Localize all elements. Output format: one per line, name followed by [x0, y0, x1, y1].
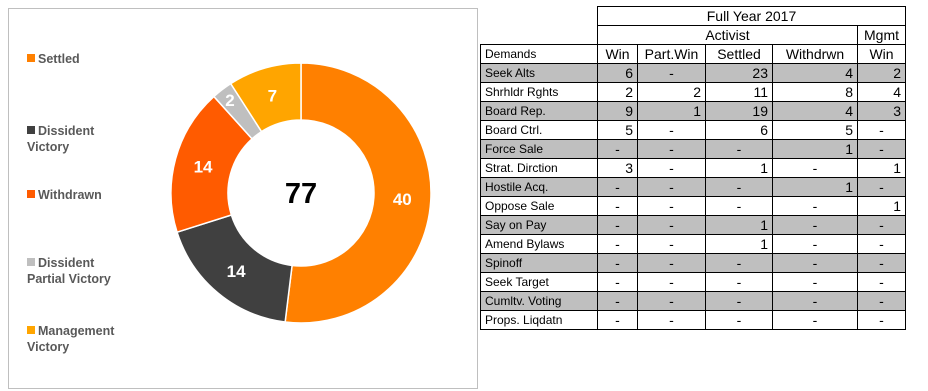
table-cell: -	[638, 292, 706, 311]
table-row	[481, 197, 906, 216]
table-cell: -	[706, 292, 773, 311]
table-cell: -	[706, 197, 773, 216]
row-label: Board Rep.	[481, 102, 598, 121]
table-cell: 1	[706, 216, 773, 235]
table-cell: -	[706, 254, 773, 273]
legend-label: Management	[38, 324, 115, 338]
table-cell: 3	[598, 159, 638, 178]
row-label: Hostile Acq.	[481, 178, 598, 197]
legend-label: Victory	[27, 140, 70, 154]
header-row-period	[481, 7, 906, 26]
table-row	[481, 178, 906, 197]
table-cell: -	[598, 216, 638, 235]
row-label: Seek Alts	[481, 64, 598, 83]
table-cell: 3	[858, 102, 906, 121]
row-label: Seek Target	[481, 273, 598, 292]
table-cell: -	[773, 159, 858, 178]
table-cell: -	[706, 140, 773, 159]
table-cell: -	[598, 235, 638, 254]
table-cell: -	[858, 121, 906, 140]
legend-item	[27, 187, 102, 203]
table-cell: 6	[706, 121, 773, 140]
row-label: Spinoff	[481, 254, 598, 273]
column-header: Settled	[706, 45, 773, 64]
table-cell: -	[858, 235, 906, 254]
table-cell: 1	[773, 178, 858, 197]
table-cell: -	[598, 292, 638, 311]
legend-swatch	[27, 54, 35, 62]
row-label: Strat. Dirction	[481, 159, 598, 178]
table-row	[481, 216, 906, 235]
table-cell: 23	[706, 64, 773, 83]
demands-table	[480, 6, 906, 330]
data-label: 14	[226, 262, 246, 282]
table-row	[481, 159, 906, 178]
column-header: Part.Win	[638, 45, 706, 64]
table-cell: -	[638, 273, 706, 292]
legend-swatch	[27, 326, 35, 334]
table-cell: -	[638, 121, 706, 140]
data-label: 7	[267, 86, 278, 106]
table-row	[481, 83, 906, 102]
table-cell: -	[706, 273, 773, 292]
table-cell: 8	[773, 83, 858, 102]
legend-label: Dissident	[38, 124, 95, 138]
row-label: Shrhldr Rghts	[481, 83, 598, 102]
table-cell: -	[638, 178, 706, 197]
donut-total-label: 77	[284, 178, 318, 210]
table-row	[481, 254, 906, 273]
legend-item	[27, 255, 111, 287]
table-cell: -	[598, 178, 638, 197]
table-row	[481, 140, 906, 159]
column-header: Win	[858, 45, 906, 64]
table-cell: -	[598, 254, 638, 273]
table-cell: -	[638, 140, 706, 159]
header-demands: Demands	[481, 45, 598, 64]
table-cell: -	[638, 216, 706, 235]
table-row	[481, 64, 906, 83]
table-cell: -	[858, 216, 906, 235]
table-cell: 11	[706, 83, 773, 102]
table-cell: 1	[858, 159, 906, 178]
column-header: Win	[598, 45, 638, 64]
table-cell: -	[858, 311, 906, 330]
table-cell: 1	[638, 102, 706, 121]
table-cell: -	[773, 254, 858, 273]
table-cell: -	[773, 311, 858, 330]
table-cell: 2	[638, 83, 706, 102]
row-label: Props. Liqdatn	[481, 311, 598, 330]
table-cell: -	[638, 311, 706, 330]
table-row	[481, 235, 906, 254]
table-cell: 4	[858, 83, 906, 102]
table-cell: 2	[858, 64, 906, 83]
header-period: Full Year 2017	[598, 7, 906, 26]
table-cell: 1	[706, 159, 773, 178]
table-cell: -	[706, 178, 773, 197]
legend-swatch	[27, 126, 35, 134]
data-label: 2	[225, 91, 235, 111]
header-activist: Activist	[598, 26, 858, 45]
table-cell: -	[706, 311, 773, 330]
table-cell: -	[773, 216, 858, 235]
row-label: Board Ctrl.	[481, 121, 598, 140]
row-label: Amend Bylaws	[481, 235, 598, 254]
table-cell: -	[858, 254, 906, 273]
column-header: Withdrwn	[773, 45, 858, 64]
table-cell: -	[858, 273, 906, 292]
data-label: 40	[392, 190, 412, 210]
table-cell: 5	[773, 121, 858, 140]
table-cell: 6	[598, 64, 638, 83]
table-cell: 9	[598, 102, 638, 121]
table-cell: 1	[706, 235, 773, 254]
legend-swatch	[27, 190, 35, 198]
table-cell: 4	[773, 102, 858, 121]
row-label: Cumltv. Voting	[481, 292, 598, 311]
table-cell: 4	[773, 64, 858, 83]
table-row	[481, 311, 906, 330]
legend-item	[27, 51, 80, 67]
table-cell: -	[638, 197, 706, 216]
legend-label: Withdrawn	[38, 188, 102, 202]
table-cell: -	[598, 140, 638, 159]
legend-label: Settled	[38, 52, 80, 66]
row-label: Oppose Sale	[481, 197, 598, 216]
table-cell: 19	[706, 102, 773, 121]
table-cell: -	[773, 235, 858, 254]
legend-label: Partial Victory	[27, 272, 111, 286]
legend-label: Dissident	[38, 256, 95, 270]
table-row	[481, 121, 906, 140]
table-cell: -	[773, 197, 858, 216]
table-cell: -	[858, 292, 906, 311]
legend-label: Victory	[27, 340, 70, 354]
row-label: Say on Pay	[481, 216, 598, 235]
legend-swatch	[27, 258, 35, 266]
data-label: 14	[193, 157, 213, 177]
table-cell: 1	[858, 197, 906, 216]
row-label: Force Sale	[481, 140, 598, 159]
table-cell: -	[773, 273, 858, 292]
table-cell: 1	[773, 140, 858, 159]
table-cell: -	[598, 273, 638, 292]
legend-item	[27, 123, 94, 155]
table-cell: -	[858, 178, 906, 197]
table-row	[481, 273, 906, 292]
header-mgmt: Mgmt	[858, 26, 906, 45]
demands-table-wrap	[480, 6, 906, 330]
table-cell: -	[638, 64, 706, 83]
table-cell: 2	[598, 83, 638, 102]
table-cell: -	[638, 235, 706, 254]
header-blank	[481, 7, 598, 45]
table-cell: -	[598, 197, 638, 216]
legend-item	[27, 323, 114, 355]
table-cell: -	[858, 140, 906, 159]
table-cell: -	[638, 159, 706, 178]
table-cell: 5	[598, 121, 638, 140]
table-cell: -	[638, 254, 706, 273]
table-cell: -	[598, 311, 638, 330]
chart-panel	[8, 8, 478, 389]
table-row	[481, 102, 906, 121]
header-row-columns	[481, 45, 906, 64]
table-cell: -	[773, 292, 858, 311]
table-row	[481, 292, 906, 311]
